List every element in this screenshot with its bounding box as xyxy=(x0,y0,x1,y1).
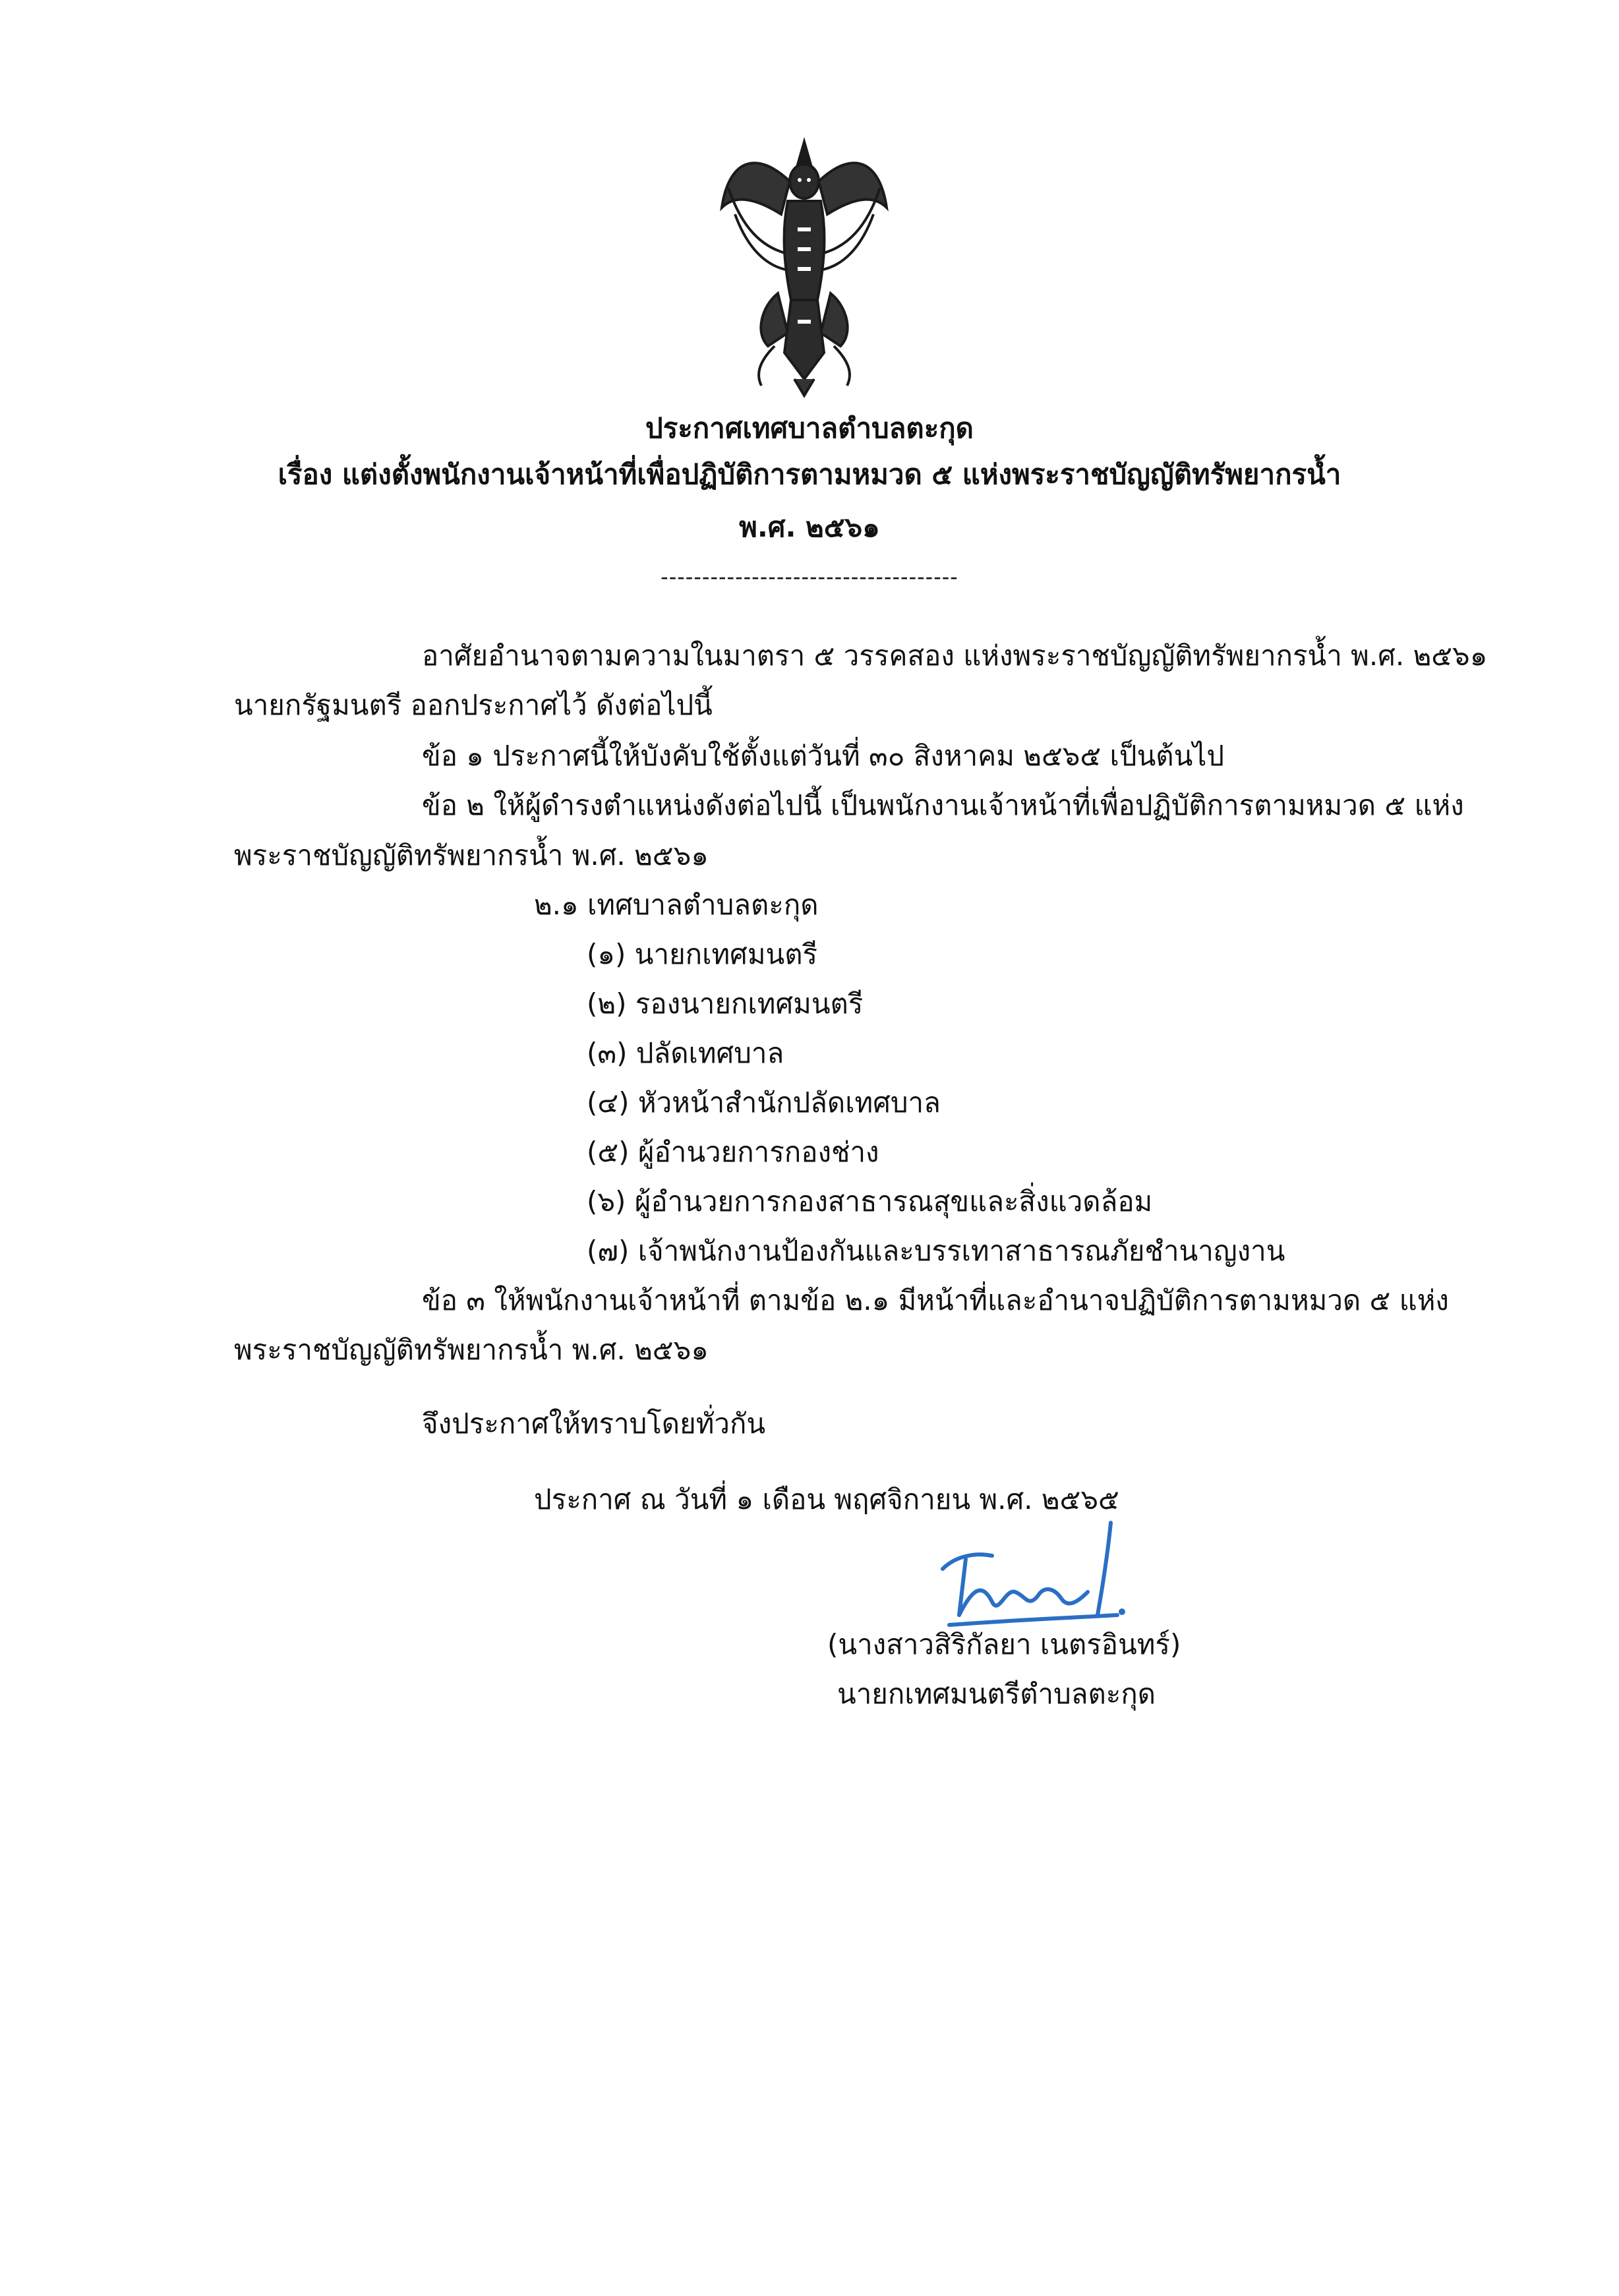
clause-3-line-1: ข้อ ๓ ให้พนักงานเจ้าหน้าที่ ตามข้อ ๒.๑ มีหน้าที่และอำนาจปฏิบัติการตามหมวด ๕ แห่ง xyxy=(422,1284,1449,1316)
signatory-position: นายกเทศมนตรีตำบลตะกุด xyxy=(837,1678,1156,1710)
announcement-year: พ.ศ. ๒๕๖๑ xyxy=(739,511,880,543)
position-item: (๔) หัวหน้าสำนักปลัดเทศบาล xyxy=(587,1086,941,1119)
garuda-emblem xyxy=(715,135,893,399)
clause-2-line-1: ข้อ ๒ ให้ผู้ดำรงตำแหน่งดังต่อไปนี้ เป็นพนักงานเจ้าหน้าที่เพื่อปฏิบัติการตามหมวด ๕ แห่ง xyxy=(422,789,1464,821)
title-separator: ------------------------------------ xyxy=(661,564,958,589)
clause-2-line-2: พระราชบัญญัติทรัพยากรน้ำ พ.ศ. ๒๕๖๑ xyxy=(234,839,709,871)
signatory-name: (นางสาวสิริกัลยา เนตรอินทร์) xyxy=(827,1628,1181,1661)
position-item: (๒) รองนายกเทศมนตรี xyxy=(587,987,864,1020)
announcement-title: ประกาศเทศบาลตำบลตะกุด xyxy=(645,412,974,444)
clause-1: ข้อ ๑ ประกาศนี้ให้บังคับใช้ตั้งแต่วันที่ ๓๐ สิงหาคม ๒๕๖๕ เป็นต้นไป xyxy=(422,740,1225,772)
paragraph-authority-line-2: นายกรัฐมนตรี ออกประกาศไว้ ดังต่อไปนี้ xyxy=(234,689,713,721)
sub-heading-municipality: ๒.๑ เทศบาลตำบลตะกุด xyxy=(534,889,819,921)
clause-3-line-2: พระราชบัญญัติทรัพยากรน้ำ พ.ศ. ๒๕๖๑ xyxy=(234,1334,709,1366)
announcement-date: ประกาศ ณ วันที่ ๑ เดือน พฤศจิกายน พ.ศ. ๒๕๖๕ xyxy=(534,1483,1119,1516)
handwritten-signature xyxy=(929,1516,1140,1635)
closing-statement: จึงประกาศให้ทราบโดยทั่วกัน xyxy=(422,1407,766,1440)
position-item: (๑) นายกเทศมนตรี xyxy=(587,938,818,970)
position-item: (๕) ผู้อำนวยการกองช่าง xyxy=(587,1136,879,1168)
paragraph-authority-line-1: อาศัยอำนาจตามความในมาตรา ๕ วรรคสอง แห่งพระราชบัญญัติทรัพยากรน้ำ พ.ศ. ๒๕๖๑ xyxy=(422,639,1488,672)
position-item: (๖) ผู้อำนวยการกองสาธารณสุขและสิ่งแวดล้อม xyxy=(587,1185,1153,1218)
position-item: (๓) ปลัดเทศบาล xyxy=(587,1037,784,1069)
position-item: (๗) เจ้าพนักงานป้องกันและบรรเทาสาธารณภัยชำนาญงาน xyxy=(587,1235,1285,1267)
announcement-subject: เรื่อง แต่งตั้งพนักงานเจ้าหน้าที่เพื่อปฏิบัติการตามหมวด ๕ แห่งพระราชบัญญัติทรัพยากรน้ำ xyxy=(278,458,1341,490)
